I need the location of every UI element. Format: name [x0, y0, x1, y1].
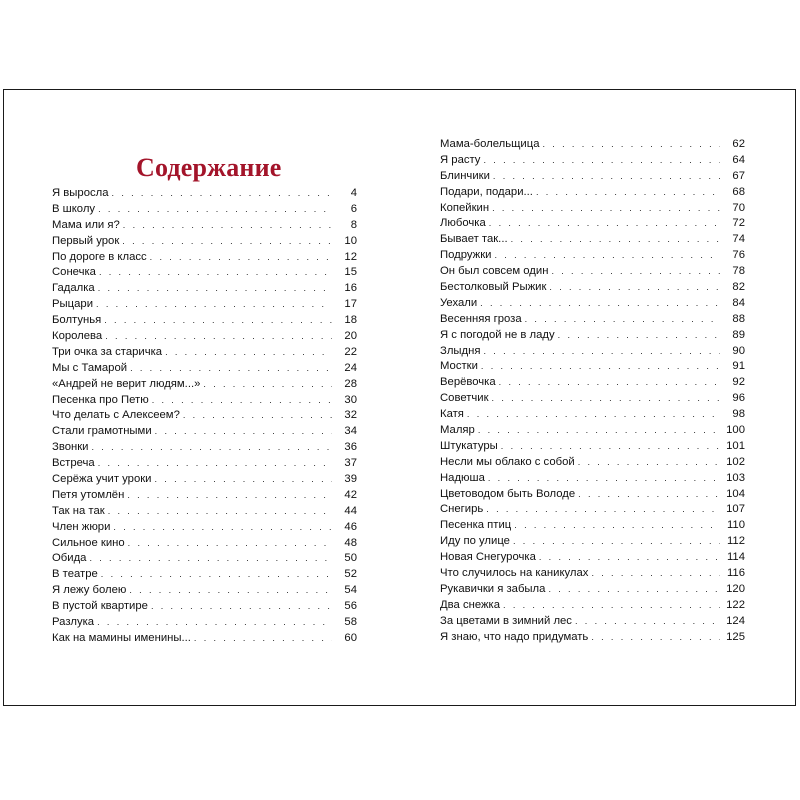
dot-leader — [483, 344, 720, 360]
toc-entry — [440, 280, 745, 296]
dot-leader — [483, 153, 720, 169]
toc-entry-title: Королева — [52, 330, 103, 343]
toc-entry-title: Гадалка — [52, 282, 95, 295]
toc-entry-title: Снегирь — [440, 503, 484, 516]
toc-entry-page-number: 114 — [726, 551, 745, 564]
toc-entry-page-number: 39 — [344, 473, 357, 486]
toc-entry-title: Что случилось на каникулах — [440, 567, 589, 580]
toc-entry — [52, 551, 357, 567]
toc-entry — [52, 186, 357, 202]
toc-entry — [440, 582, 745, 598]
toc-entry-page-number: 15 — [344, 266, 357, 279]
toc-entry — [52, 599, 357, 615]
dot-leader — [492, 391, 720, 407]
dot-leader — [513, 534, 720, 550]
dot-leader — [96, 297, 332, 313]
toc-entry-title: Сонечка — [52, 266, 96, 279]
toc-entry — [52, 472, 357, 488]
toc-entry-title: Новая Снегурочка — [440, 551, 536, 564]
toc-right-column — [440, 137, 745, 646]
toc-entry — [440, 312, 745, 328]
toc-entry — [440, 201, 745, 217]
toc-entry-title: Петя утомлён — [52, 488, 125, 501]
toc-entry-page-number: 24 — [344, 361, 357, 374]
toc-entry — [440, 487, 745, 503]
toc-entry — [52, 377, 357, 393]
toc-entry-page-number: 96 — [732, 392, 745, 405]
toc-entry — [52, 234, 357, 250]
toc-entry-page-number: 125 — [726, 630, 745, 643]
dot-leader — [128, 536, 332, 552]
toc-entry-title: Мы с Тамарой — [52, 361, 128, 374]
toc-entry — [440, 232, 745, 248]
toc-entry-title: Маляр — [440, 424, 475, 437]
toc-entry-page-number: 22 — [344, 345, 357, 358]
toc-entry-title: Несли мы облако с собой — [440, 455, 575, 468]
dot-leader — [542, 137, 720, 153]
toc-entry — [440, 614, 745, 630]
toc-entry — [52, 393, 357, 409]
toc-entry-title: Уехали — [440, 296, 478, 309]
toc-entry-page-number: 68 — [732, 185, 745, 198]
toc-entry — [440, 264, 745, 280]
toc-entry — [52, 440, 357, 456]
toc-entry-title: Подружки — [440, 249, 492, 262]
dot-leader — [91, 440, 332, 456]
toc-entry — [52, 488, 357, 504]
toc-entry — [440, 550, 745, 566]
toc-entry-page-number: 44 — [344, 504, 357, 517]
toc-entry-page-number: 60 — [344, 631, 357, 644]
dot-leader — [480, 296, 720, 312]
toc-entry-title: Я выросла — [52, 187, 109, 199]
toc-entry — [440, 566, 745, 582]
dot-leader — [108, 504, 332, 520]
toc-entry — [52, 536, 357, 552]
toc-entry-title: Мама-болельщица — [440, 138, 540, 150]
toc-entry-title: По дороге в класс — [52, 250, 147, 263]
toc-entry-title: Весенняя гроза — [440, 312, 522, 325]
toc-entry-page-number: 100 — [726, 424, 745, 437]
toc-entry-title: Мостки — [440, 360, 478, 373]
toc-entry-page-number: 10 — [344, 234, 357, 247]
toc-entry-title: Звонки — [52, 441, 89, 454]
toc-entry-page-number: 58 — [344, 616, 357, 629]
toc-entry-page-number: 84 — [732, 296, 745, 309]
toc-entry-page-number: 20 — [344, 330, 357, 343]
dot-leader — [578, 455, 720, 471]
toc-entry — [52, 631, 357, 647]
toc-entry-title: Любочка — [440, 217, 486, 230]
toc-entry — [440, 630, 745, 646]
toc-entry-page-number: 76 — [732, 249, 745, 262]
toc-entry-title: В школу — [52, 202, 96, 215]
toc-entry — [440, 598, 745, 614]
toc-entry-title: Сильное кино — [52, 536, 125, 549]
toc-entry-title: Член жюри — [52, 520, 111, 533]
toc-entry-title: Мама или я? — [52, 218, 120, 231]
toc-entry — [440, 407, 745, 423]
toc-entry-page-number: 82 — [732, 281, 745, 294]
toc-entry — [440, 423, 745, 439]
dot-leader — [503, 598, 720, 614]
dot-leader — [481, 359, 720, 375]
dot-leader — [129, 583, 332, 599]
dot-leader — [152, 393, 332, 409]
toc-entry-title: Цветоводом быть Володе — [440, 487, 576, 500]
toc-entry-page-number: 50 — [344, 552, 357, 565]
toc-entry-page-number: 28 — [344, 377, 357, 390]
dot-leader — [578, 487, 720, 503]
dot-leader — [97, 615, 332, 631]
toc-entry-title: Катя — [440, 408, 464, 421]
toc-entry-title: Встреча — [52, 457, 95, 470]
dot-leader — [99, 265, 332, 281]
toc-entry-page-number: 102 — [726, 455, 745, 468]
toc-entry-title: Я лежу болею — [52, 584, 127, 597]
dot-leader — [151, 599, 332, 615]
dot-leader — [548, 582, 720, 598]
toc-entry-title: Стали грамотными — [52, 425, 152, 438]
toc-entry-page-number: 92 — [732, 376, 745, 389]
toc-entry-title: Так на так — [52, 504, 105, 517]
dot-leader — [549, 280, 720, 296]
toc-entry-title: Копейкин — [440, 201, 490, 214]
toc-entry-title: Песенка птиц — [440, 519, 512, 532]
dot-leader — [591, 566, 720, 582]
toc-entry-title: Надюша — [440, 471, 485, 484]
toc-entry-page-number: 122 — [726, 598, 745, 611]
dot-leader — [104, 313, 332, 329]
toc-entry — [440, 455, 745, 471]
toc-entry — [52, 250, 357, 266]
toc-entry-page-number: 120 — [726, 582, 745, 595]
dot-leader — [127, 488, 332, 504]
toc-entry-title: Он был совсем один — [440, 265, 549, 278]
toc-entry — [440, 534, 745, 550]
toc-entry-page-number: 88 — [732, 312, 745, 325]
toc-entry — [52, 345, 357, 361]
toc-entry-title: Бывает так... — [440, 233, 508, 246]
toc-entry — [440, 296, 745, 312]
toc-entry-page-number: 64 — [732, 153, 745, 166]
dot-leader — [536, 185, 720, 201]
toc-entry-page-number: 16 — [344, 282, 357, 295]
toc-entry-title: Три очка за старичка — [52, 345, 163, 358]
toc-entry-page-number: 124 — [726, 614, 745, 627]
toc-entry-title: Разлука — [52, 616, 95, 629]
toc-entry-page-number: 52 — [344, 568, 357, 581]
toc-entry-page-number: 74 — [732, 233, 745, 246]
toc-entry — [52, 265, 357, 281]
toc-entry-page-number: 42 — [344, 488, 357, 501]
toc-entry-title: Песенка про Петю — [52, 393, 149, 406]
dot-leader — [488, 471, 720, 487]
toc-entry-title: Болтунья — [52, 314, 102, 327]
toc-entry — [52, 424, 357, 440]
toc-entry-title: Я расту — [440, 153, 481, 166]
toc-entry-title: Я знаю, что надо придумать — [440, 630, 589, 643]
toc-entry-title: Как на мамины именины... — [52, 631, 191, 644]
toc-entry — [440, 248, 745, 264]
toc-entry-page-number: 56 — [344, 600, 357, 613]
toc-entry-page-number: 62 — [732, 138, 745, 150]
dot-leader — [492, 201, 720, 217]
toc-entry-page-number: 90 — [732, 344, 745, 357]
dot-leader — [501, 439, 720, 455]
dot-leader — [98, 281, 332, 297]
dot-leader — [123, 218, 332, 234]
toc-entry-page-number: 30 — [344, 393, 357, 406]
toc-entry-title: Подари, подари... — [440, 185, 533, 198]
toc-entry — [52, 202, 357, 218]
toc-entry — [52, 504, 357, 520]
toc-entry — [440, 169, 745, 185]
toc-entry-page-number: 70 — [732, 201, 745, 214]
toc-entry-page-number: 12 — [344, 250, 357, 263]
toc-entry-title: Иду по улице — [440, 535, 510, 548]
dot-leader — [511, 232, 720, 248]
dot-leader — [122, 234, 332, 250]
dot-leader — [105, 329, 332, 345]
dot-leader — [514, 518, 720, 534]
toc-entry-title: Рукавички я забыла — [440, 582, 546, 595]
toc-entry-title: Рыцари — [52, 298, 94, 311]
toc-entry-page-number: 101 — [726, 439, 745, 452]
toc-entry-page-number: 34 — [344, 425, 357, 438]
dot-leader — [130, 361, 332, 377]
toc-entry-page-number: 67 — [732, 169, 745, 182]
toc-entry — [440, 344, 745, 360]
dot-leader — [478, 423, 720, 439]
toc-entry-title: В театре — [52, 568, 98, 581]
toc-entry — [52, 218, 357, 234]
toc-entry-page-number: 78 — [732, 265, 745, 278]
dot-leader — [183, 408, 332, 424]
dot-leader — [495, 248, 721, 264]
toc-entry-title: Бестолковый Рыжик — [440, 281, 547, 294]
dot-leader — [203, 377, 332, 393]
toc-entry-page-number: 18 — [344, 314, 357, 327]
dot-leader — [194, 631, 332, 647]
dot-leader — [558, 328, 720, 344]
toc-entry — [52, 281, 357, 297]
toc-entry — [440, 375, 745, 391]
toc-entry-title: Верёвочка — [440, 376, 496, 389]
dot-leader — [486, 502, 720, 518]
toc-entry-page-number: 91 — [732, 360, 745, 373]
toc-entry-title: Серёжа учит уроки — [52, 473, 152, 486]
toc-entry — [440, 518, 745, 534]
dot-leader — [591, 630, 720, 646]
toc-entry — [52, 520, 357, 536]
toc-entry-title: Советчик — [440, 392, 489, 405]
toc-entry-title: В пустой квартире — [52, 600, 148, 613]
toc-entry-title: Злыдня — [440, 344, 481, 357]
toc-entry-page-number: 103 — [726, 471, 745, 484]
toc-entry-title: Штукатуры — [440, 439, 498, 452]
dot-leader — [539, 550, 720, 566]
toc-entry — [52, 456, 357, 472]
dot-leader — [155, 424, 332, 440]
toc-entry — [52, 583, 357, 599]
toc-entry-title: «Андрей не верит людям...» — [52, 377, 201, 390]
toc-entry-page-number: 110 — [726, 519, 745, 532]
dot-leader — [467, 407, 720, 423]
toc-entry-title: Обида — [52, 552, 87, 565]
toc-entry — [52, 567, 357, 583]
toc-entry — [52, 615, 357, 631]
dot-leader — [98, 456, 332, 472]
toc-entry — [440, 359, 745, 375]
toc-entry — [52, 408, 357, 424]
toc-entry-page-number: 6 — [350, 202, 357, 215]
dot-leader — [525, 312, 720, 328]
toc-entry — [440, 137, 745, 153]
toc-entry-title: Блинчики — [440, 169, 490, 182]
toc-entry-page-number: 89 — [732, 328, 745, 341]
toc-entry-title: Два снежка — [440, 598, 501, 611]
toc-entry-page-number: 8 — [350, 218, 357, 231]
toc-entry-page-number: 116 — [726, 567, 745, 580]
dot-leader — [489, 216, 720, 232]
toc-entry-page-number: 17 — [344, 298, 357, 311]
toc-entry-page-number: 107 — [726, 503, 745, 516]
toc-left-column — [52, 186, 357, 647]
toc-entry-page-number: 72 — [732, 217, 745, 230]
dot-leader — [499, 375, 720, 391]
toc-entry — [440, 216, 745, 232]
dot-leader — [154, 472, 332, 488]
toc-entry — [52, 361, 357, 377]
toc-entry — [440, 502, 745, 518]
dot-leader — [101, 567, 332, 583]
toc-entry-page-number: 98 — [732, 408, 745, 421]
toc-entry-title: Что делать с Алексеем? — [52, 409, 180, 422]
dot-leader — [165, 345, 332, 361]
toc-entry-page-number: 48 — [344, 536, 357, 549]
toc-entry — [440, 328, 745, 344]
toc-entry — [440, 471, 745, 487]
dot-leader — [150, 250, 332, 266]
toc-entry — [440, 185, 745, 201]
toc-entry — [52, 329, 357, 345]
toc-entry-title: Я с погодой не в ладу — [440, 328, 555, 341]
dot-leader — [113, 520, 332, 536]
toc-entry-page-number: 54 — [344, 584, 357, 597]
toc-entry — [440, 391, 745, 407]
toc-entry-page-number: 36 — [344, 441, 357, 454]
dot-leader — [551, 264, 720, 280]
dot-leader — [493, 169, 720, 185]
dot-leader — [575, 614, 720, 630]
dot-leader — [112, 186, 332, 202]
toc-entry-page-number: 104 — [726, 487, 745, 500]
toc-entry-page-number: 4 — [350, 187, 357, 199]
toc-entry-page-number: 46 — [344, 520, 357, 533]
toc-entry-page-number: 37 — [344, 457, 357, 470]
page-title: Содержание — [136, 153, 282, 183]
toc-entry — [52, 297, 357, 313]
toc-entry-page-number: 112 — [726, 535, 745, 548]
toc-entry-page-number: 32 — [344, 409, 357, 422]
toc-entry — [440, 153, 745, 169]
toc-entry — [52, 313, 357, 329]
toc-entry-title: За цветами в зимний лес — [440, 614, 572, 627]
toc-entry-title: Первый урок — [52, 234, 120, 247]
toc-entry — [440, 439, 745, 455]
dot-leader — [89, 551, 332, 567]
dot-leader — [98, 202, 332, 218]
